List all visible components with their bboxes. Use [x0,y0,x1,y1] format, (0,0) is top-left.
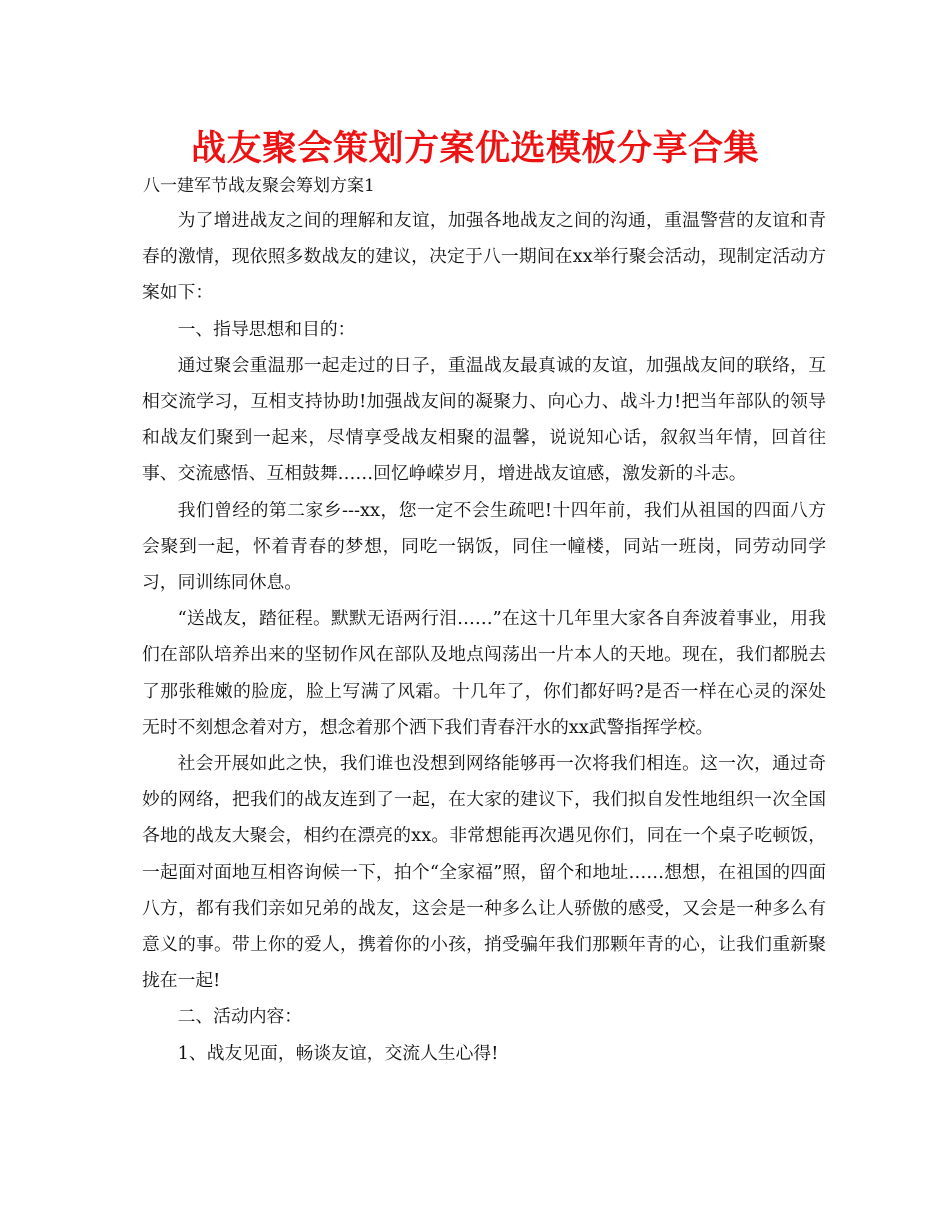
document-title: 战友聚会策划方案优选模板分享合集 [190,129,759,169]
paragraph-second-hometown: 我们曾经的第二家乡---xx，您一定不会生疏吧!十四年前，我们从祖国的四面八方会聚到一起，怀着青春的梦想，同吃一锅饭，同住一幢楼，同站一班岗，同劳动同学习，同训练同休息。 [142,499,826,594]
paragraph-network-reunion: 社会开展如此之快，我们谁也没想到网络能够再一次将我们相连。这一次，通过奇妙的网络，把我们的战友连到了一起，在大家的建议下，我们拟自发性地组织一次全国各地的战友大聚会，相约在漂亮的xx。非常想能再次遇见你们，同在一个桌子吃顿饭，一起面对面地互相咨询候一下，拍个“全家福”照，留个和地址……想想，在祖国的四面八方，都有我们亲如兄弟的战友，这会是一种多么让人骄傲的感受，又会是一种多么有意义的事。带上你的爱人，携着你的小孩，捎受骗年我们那颗年青的心，让我们重新聚拢在一起! [142,753,826,992]
section-heading-activities: 二、活动内容： [177,1006,303,1028]
paragraph-purpose: 通过聚会重温那一起走过的日子，重温战友最真诚的友谊，加强战友间的联络，互相交流学习，互相支持协助!加强战友间的凝聚力、向心力、战斗力!把当年部队的领导和战友们聚到一起来，尽情享受战友相聚的温馨，说说知心话，叙叙当年情，回首往事、交流感悟、互相鼓舞……回忆峥嵘岁月，增进战友谊感，激发新的斗志。 [142,354,826,485]
document-body [142,203,826,1072]
paragraph-intro: 为了增进战友之间的理解和友谊，加强各地战友之间的沟通，重温警营的友谊和青春的激情，现依照多数战友的建议，决定于八一期间在xx举行聚会活动，现制定活动方案如下： [142,210,826,304]
section-heading-guiding-principles: 一、指导思想和目的： [177,318,356,340]
list-item-activity-1: 1、战友见面，畅谈友谊，交流人生心得! [177,1042,499,1064]
paragraph-farewell: “送战友，踏征程。默默无语两行泪……”在这十几年里大家各自奔波着事业，用我们在部队培养出来的坚韧作风在部队及地点闯荡出一片本人的天地。现在，我们都脱去了那张稚嫩的脸庞，脸上写满了风霜。十几年了，你们都好吗?是否一样在心灵的深处无时不刻想念着对方，想念着那个洒下我们青春汗水的xx武警指挥学校。 [142,608,826,738]
document-subtitle: 八一建军节战友聚会筹划方案1 [143,176,375,196]
